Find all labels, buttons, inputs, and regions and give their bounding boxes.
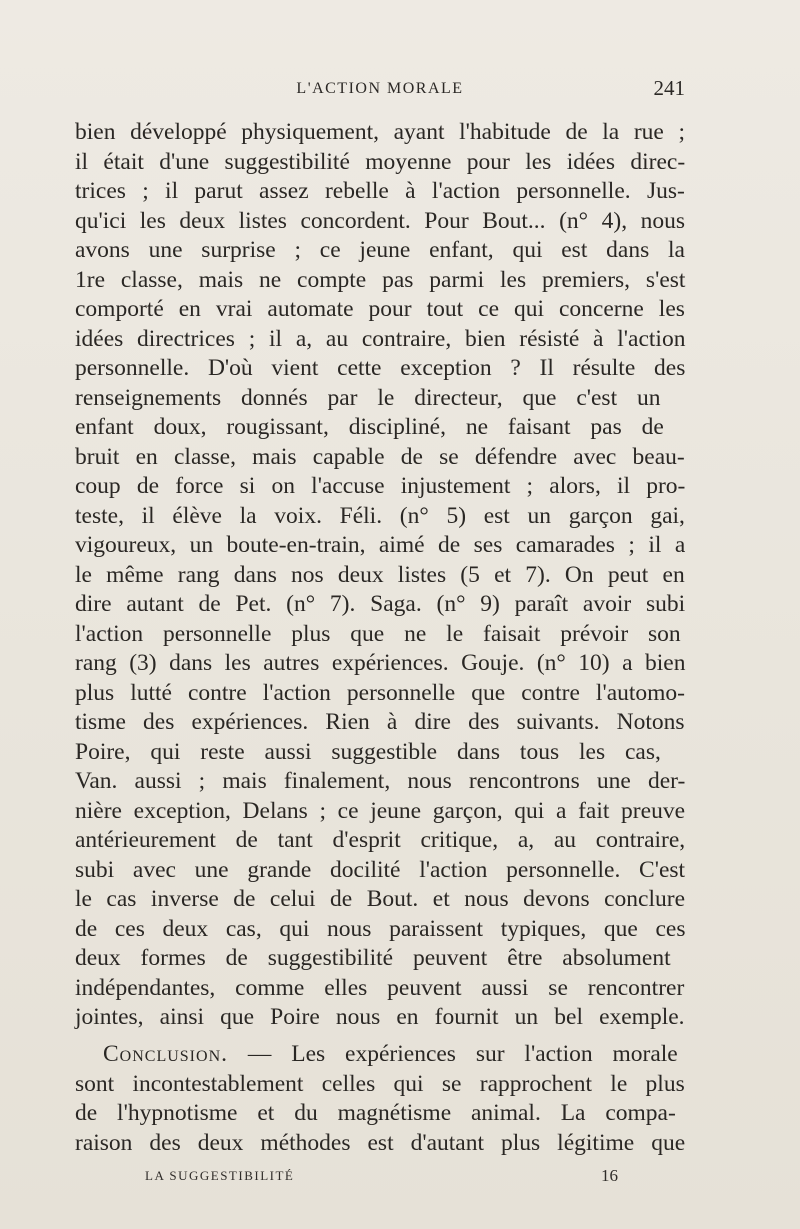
- text-line: indépendantes, comme elles peuvent aussi se rencontrer: [75, 974, 685, 1001]
- page-number: 241: [653, 76, 685, 100]
- text-line: comporté en vrai automate pour tout ce qui concerne les: [75, 296, 685, 322]
- text-line: vigoureux, un boute-en-train, aimé de ses camarades ; il a: [75, 532, 686, 558]
- conclusion-first-line: [75, 1040, 685, 1070]
- text-line: 1re classe, mais ne compte pas parmi les premiers, s'est: [75, 266, 686, 293]
- text-line: le même rang dans nos deux listes (5 et 7). On peut en: [75, 561, 685, 588]
- text-line: — Les expériences sur l'action morale: [247, 1041, 678, 1067]
- text-line: idées directrices ; il a, au contraire, bien résisté à l'action: [75, 325, 686, 352]
- running-title: L'ACTION MORALE: [296, 80, 464, 97]
- text-line: personnelle. D'où vient cette exception ? Il résulte des: [75, 355, 686, 381]
- text-line: avons une surprise ; ce jeune enfant, qui est dans la: [75, 237, 685, 263]
- text-line: coup de force si on l'accuse injustement ; alors, il pro-: [75, 473, 686, 499]
- text-line: bruit en classe, mais capable de se défendre avec beau-: [75, 443, 685, 470]
- text-line: de l'hypnotisme et du magnétisme animal. La compa-: [75, 1100, 676, 1126]
- text-line: subi avec une grande docilité l'action personnelle. C'est: [75, 856, 686, 883]
- text-line: raison des deux méthodes est d'autant plus légitime que: [75, 1129, 686, 1156]
- footer-signature: 16: [601, 1166, 618, 1185]
- text-line: sont incontestablement celles qui se rapprochent le plus: [75, 1070, 685, 1097]
- text-line: le cas inverse de celui de Bout. et nous devons conclure: [75, 886, 686, 912]
- text-line: jointes, ainsi que Poire nous en fournit un bel exemple.: [75, 1004, 685, 1030]
- text-line: antérieurement de tant d'esprit critique, a, au contraire,: [75, 827, 686, 853]
- text-line: rang (3) dans les autres expériences. Gouje. (n° 10) a bien: [75, 650, 686, 676]
- text-line: tisme des expériences. Rien à dire des suivants. Notons: [75, 709, 685, 735]
- text-line: il était d'une suggestibilité moyenne pour les idées direc-: [75, 148, 686, 175]
- page-footer: [75, 1168, 685, 1188]
- text-line: renseignements donnés par le directeur, que c'est un: [75, 384, 661, 411]
- running-head: [75, 76, 685, 106]
- text-line: trices ; il parut assez rebelle à l'action personnelle. Jus-: [75, 178, 685, 204]
- text-line: Poire, qui reste aussi suggestible dans tous les cas,: [75, 738, 661, 765]
- text-line: qu'ici les deux listes concordent. Pour Bout... (n° 4), nous: [75, 207, 686, 234]
- text-line: teste, il élève la voix. Féli. (n° 5) est un garçon gai,: [75, 502, 685, 529]
- text-line: Van. aussi ; mais finalement, nous rencontrons une der-: [75, 768, 686, 794]
- text-line: de ces deux cas, qui nous paraissent typiques, que ces: [75, 915, 686, 942]
- text-line: nière exception, Delans ; ce jeune garçon, qui a fait preuve: [75, 797, 685, 824]
- text-line: bien développé physiquement, ayant l'habitude de la rue ;: [75, 119, 685, 145]
- footer-book-title: LA SUGGESTIBILITÉ: [145, 1168, 295, 1183]
- text-line: l'action personnelle plus que ne le faisait prévoir son: [75, 620, 681, 647]
- text-line: enfant doux, rougissant, discipliné, ne faisant pas de: [75, 414, 664, 440]
- text-line: dire autant de Pet. (n° 7). Saga. (n° 9) paraît avoir subi: [75, 591, 686, 617]
- text-line: deux formes de suggestibilité peuvent être absolument: [75, 945, 671, 971]
- conclusion-paragraph: [75, 1040, 685, 1158]
- conclusion-heading: Conclusion.: [103, 1041, 228, 1067]
- body-paragraph: [75, 118, 685, 1033]
- text-line: plus lutté contre l'action personnelle que contre l'automo-: [75, 679, 686, 706]
